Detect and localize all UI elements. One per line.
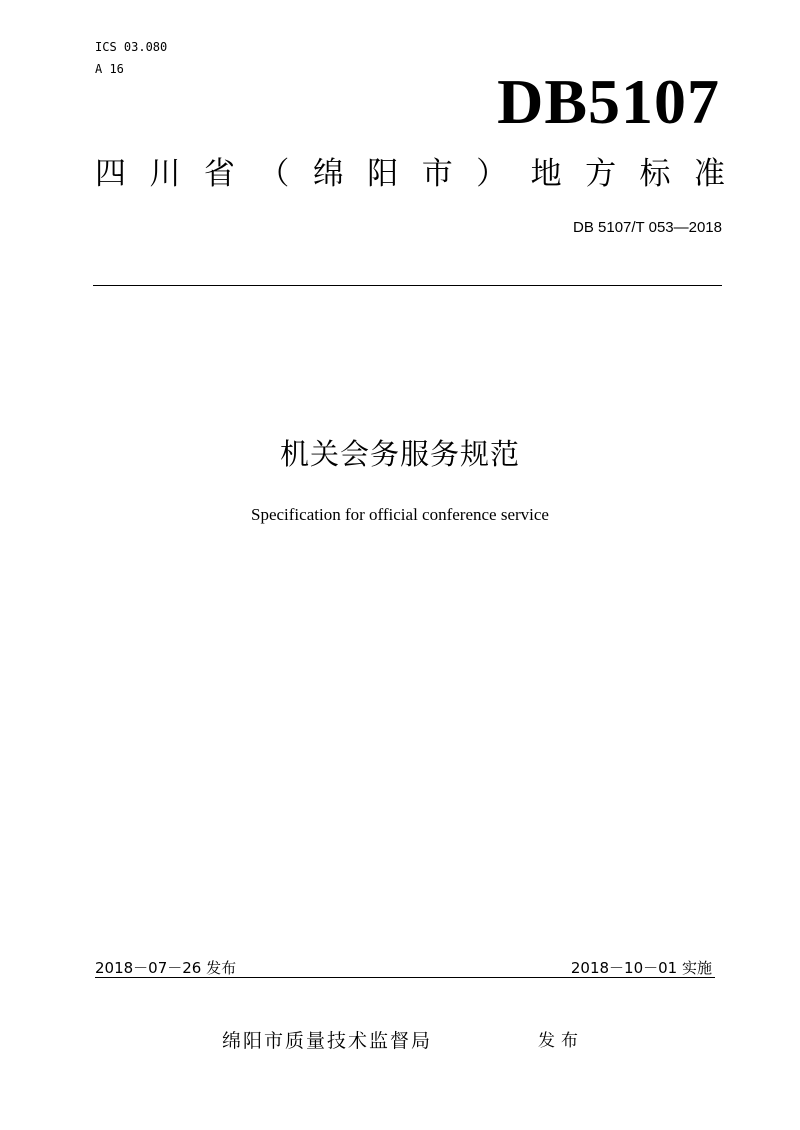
title-char: 标: [639, 156, 671, 192]
title-char: 方: [585, 156, 617, 192]
implementation-date: 2018－10－01 实施: [570, 959, 712, 977]
document-title-english: Specification for official conference service: [251, 505, 549, 524]
header-divider: [93, 285, 722, 286]
title-char: 市: [421, 156, 453, 192]
title-char: 四: [95, 156, 126, 192]
standard-category-title: [95, 152, 725, 196]
title-char: 川: [149, 156, 181, 192]
title-char: ）: [476, 156, 508, 192]
title-char: 准: [693, 156, 725, 192]
title-char: 地: [530, 156, 562, 192]
footer-divider: [95, 977, 715, 978]
ics-code: ICS 03.080: [95, 40, 168, 54]
issuing-action: 发布: [538, 1031, 584, 1051]
title-char: 省: [203, 156, 235, 192]
ccs-code: A 16: [95, 62, 124, 76]
standard-number: DB 5107/T 053—2018: [573, 219, 722, 236]
issuing-authority: 绵阳市质量技术监督局: [222, 1030, 433, 1052]
title-char: 绵: [312, 156, 344, 192]
standard-code: DB5107: [497, 66, 720, 137]
issue-date: 2018－07－26 发布: [95, 959, 237, 977]
document-title-chinese: 机关会务服务规范: [279, 437, 520, 471]
title-char: （: [258, 156, 290, 192]
title-char: 阳: [367, 156, 399, 192]
